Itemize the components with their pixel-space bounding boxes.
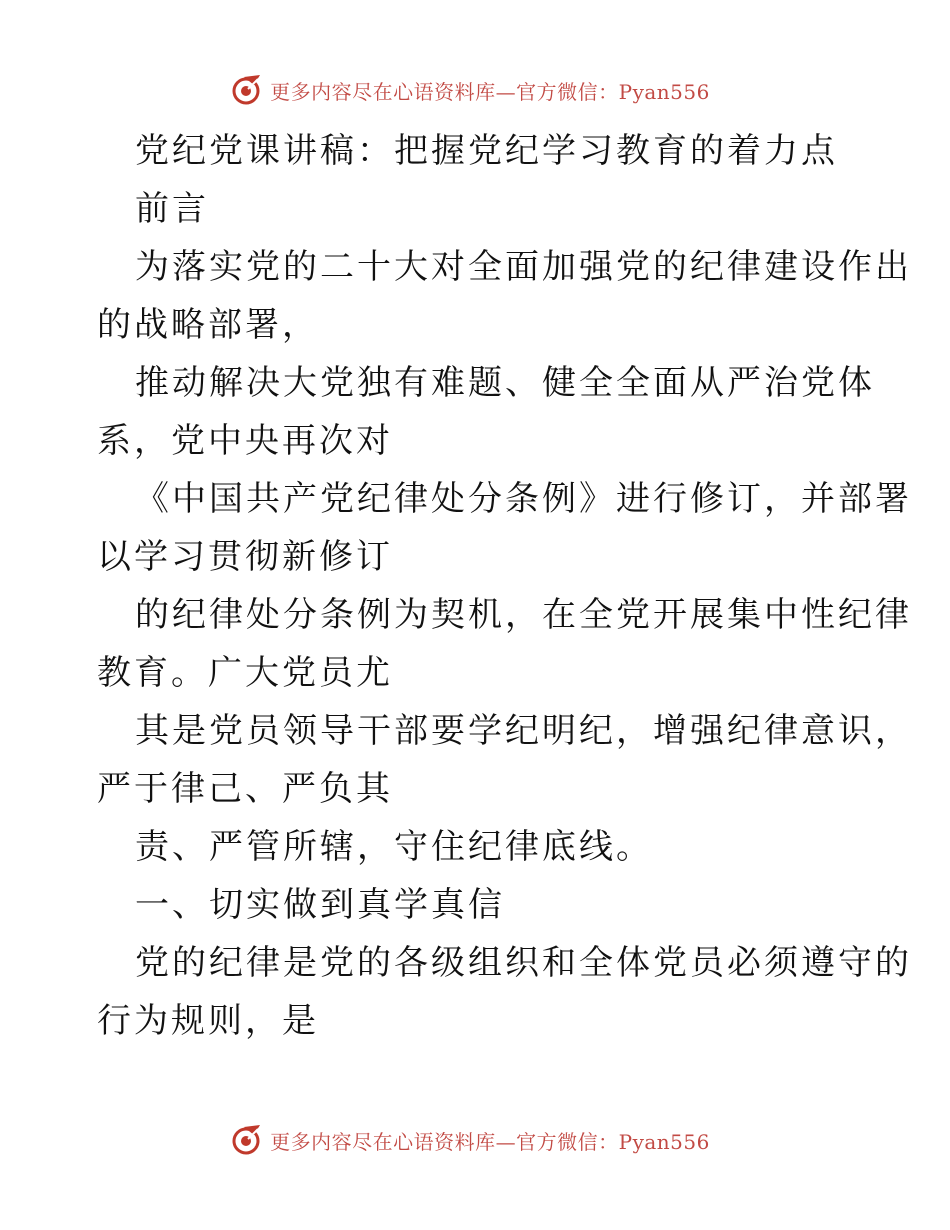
logo-icon bbox=[230, 73, 264, 107]
paragraph-line: 《中国共产党纪律处分条例》进行修订，并部署 bbox=[135, 479, 912, 519]
header-banner-text: 更多内容尽在心语资料库—官方微信：Pyan556 bbox=[270, 79, 710, 104]
paragraph-line: 其是党员领导干部要学纪明纪，增强纪律意识， bbox=[135, 711, 912, 751]
paragraph-line: 行为规则，是 bbox=[97, 1001, 319, 1041]
paragraph-line: 党的纪律是党的各级组织和全体党员必须遵守的 bbox=[135, 943, 912, 983]
section-heading-preface: 前言 bbox=[135, 189, 209, 229]
paragraph-line: 推动解决大党独有难题、健全全面从严治党体 bbox=[135, 363, 875, 403]
header-banner bbox=[0, 70, 950, 110]
paragraph-line: 教育。广大党员尤 bbox=[97, 653, 393, 693]
header-banner-inner bbox=[230, 73, 710, 107]
footer-banner-text: 更多内容尽在心语资料库—官方微信：Pyan556 bbox=[270, 1129, 710, 1154]
paragraph-line: 的纪律处分条例为契机，在全党开展集中性纪律 bbox=[135, 595, 912, 635]
footer-banner bbox=[0, 1120, 950, 1160]
paragraph-line: 严于律己、严负其 bbox=[97, 769, 393, 809]
paragraph-line: 的战略部署， bbox=[97, 305, 319, 345]
logo-icon bbox=[230, 1123, 264, 1157]
paragraph-line: 系，党中央再次对 bbox=[97, 421, 393, 461]
section-heading-one: 一、切实做到真学真信 bbox=[135, 885, 505, 925]
paragraph-line: 以学习贯彻新修订 bbox=[97, 537, 393, 577]
document-body bbox=[97, 122, 912, 1050]
paragraph-line: 为落实党的二十大对全面加强党的纪律建设作出 bbox=[135, 247, 912, 287]
document-title: 党纪党课讲稿：把握党纪学习教育的着力点 bbox=[135, 131, 838, 171]
footer-banner-inner bbox=[230, 1123, 710, 1157]
paragraph-line: 责、严管所辖，守住纪律底线。 bbox=[135, 827, 653, 867]
